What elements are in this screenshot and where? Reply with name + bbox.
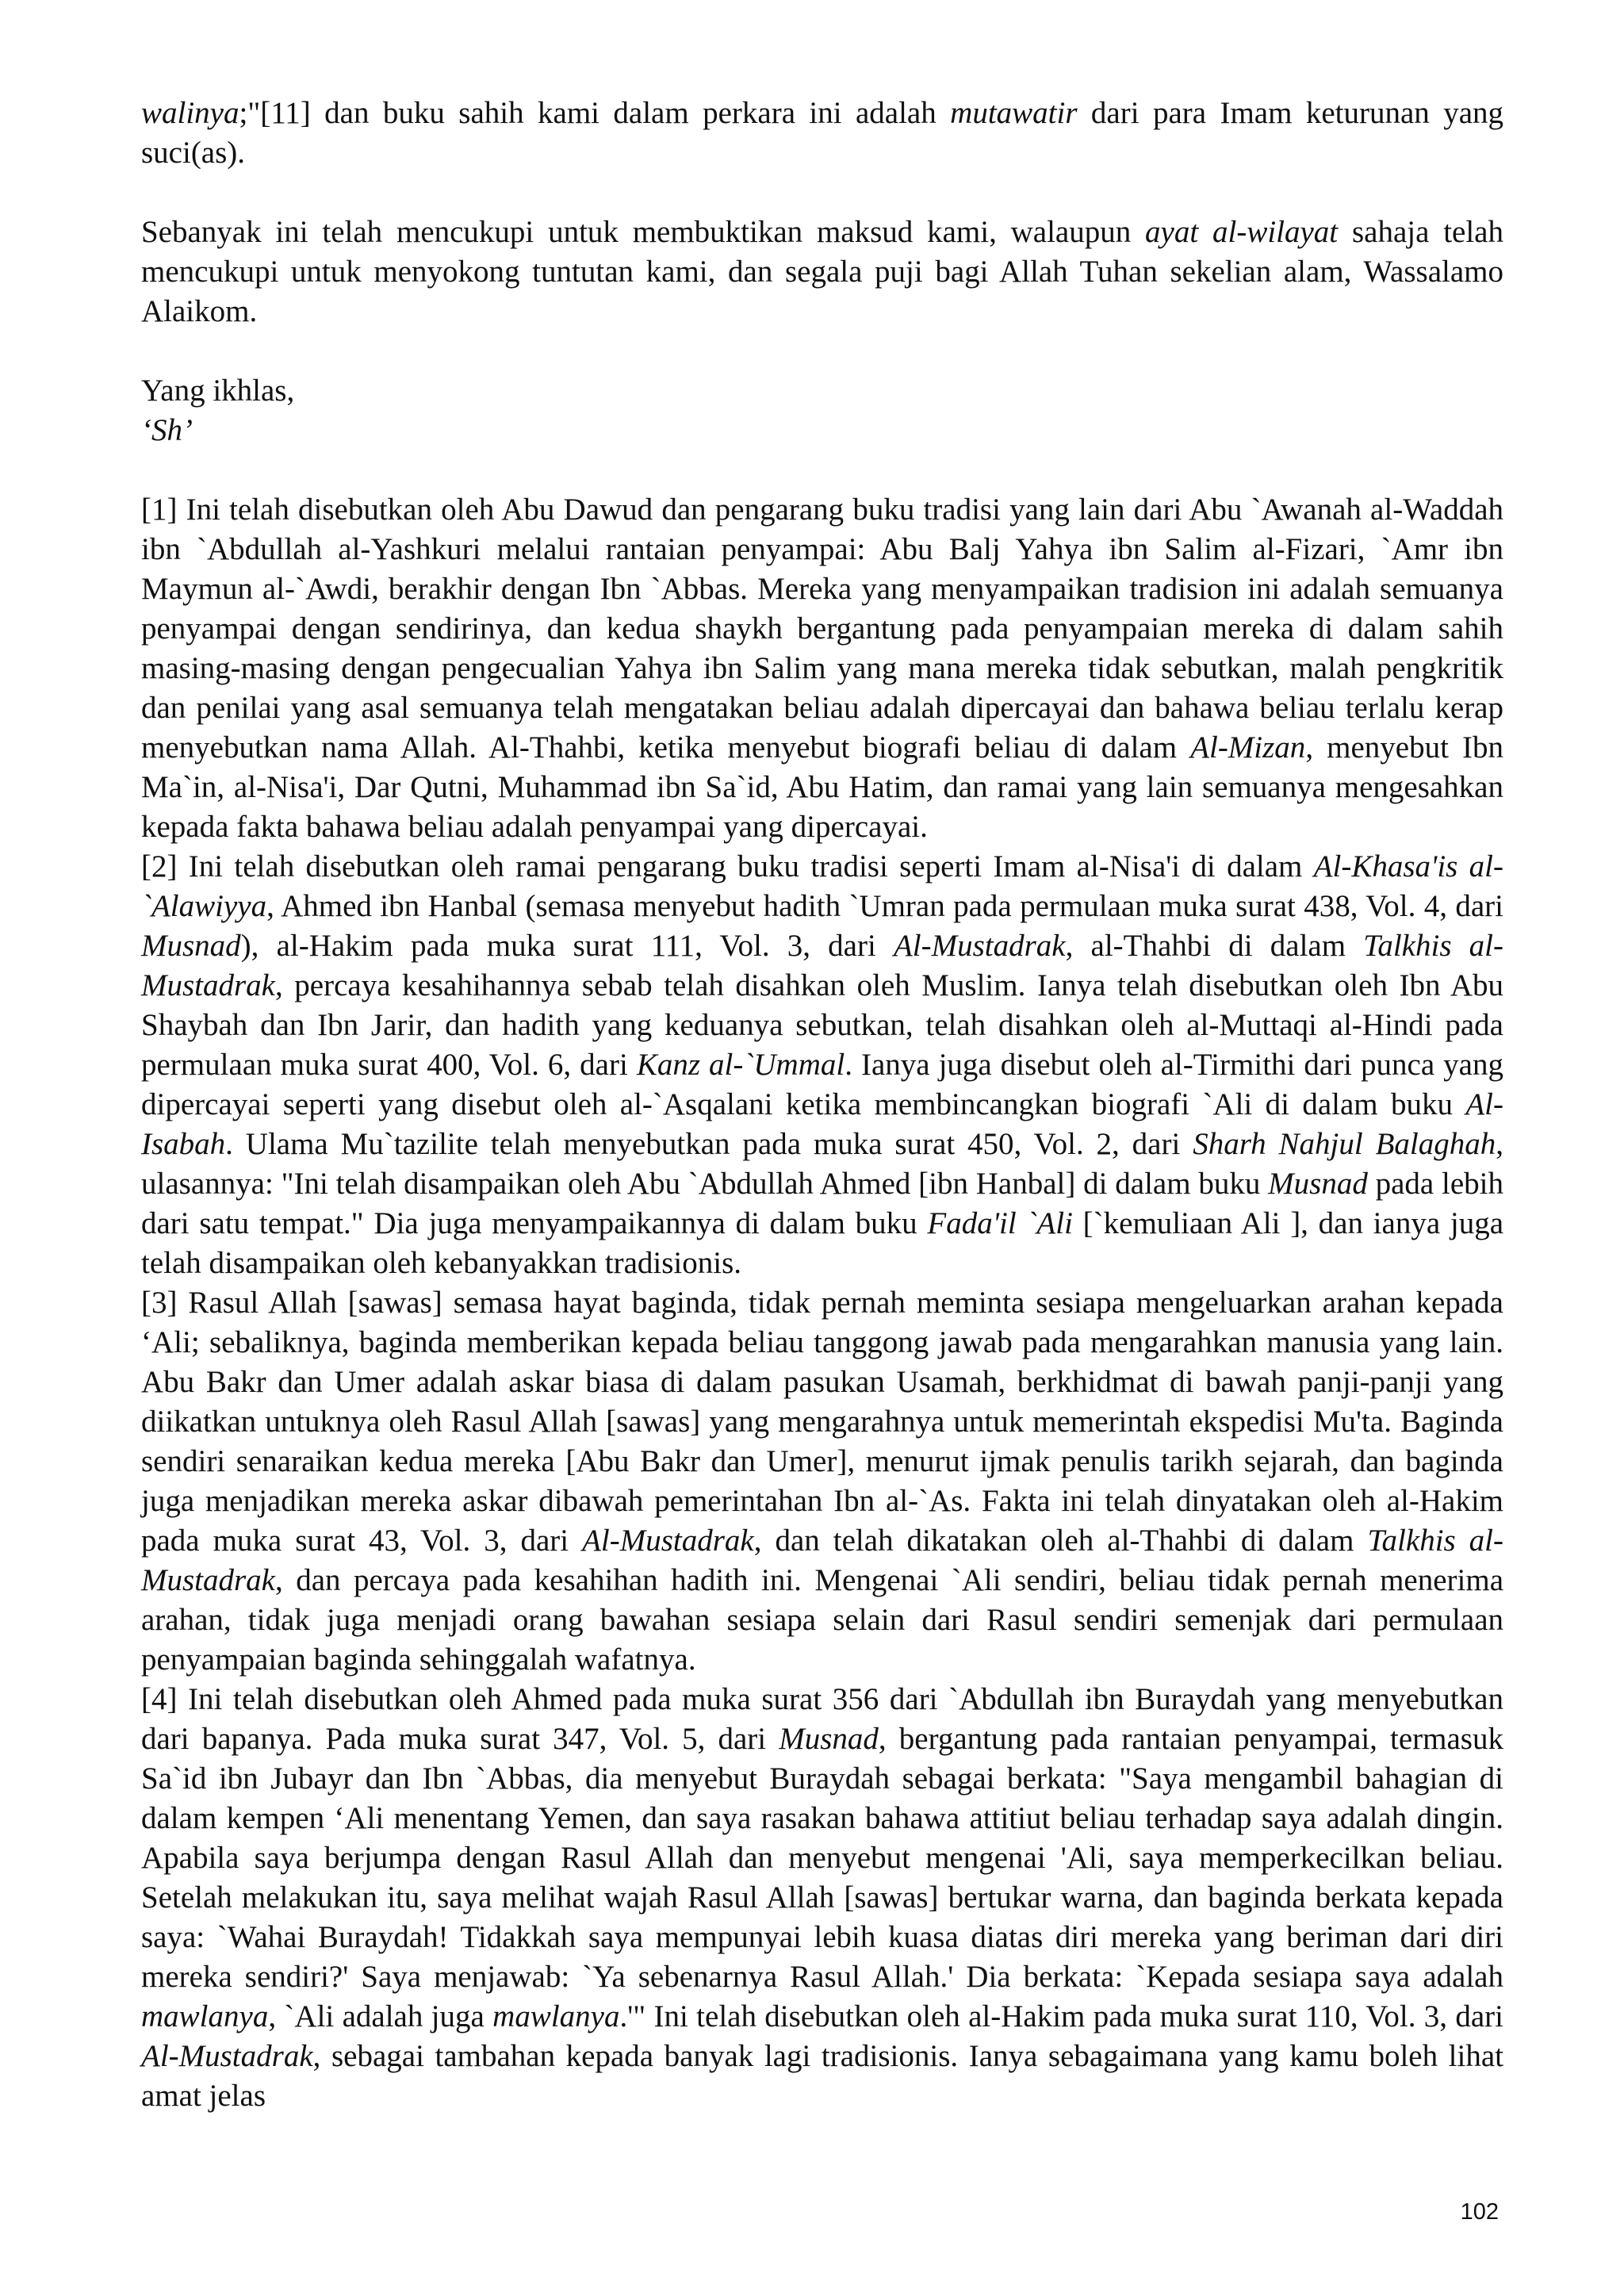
text-run: , `Ali adalah juga — [268, 1999, 493, 2033]
footnotes-section — [141, 490, 1503, 2116]
italic-title-text: mutawatir — [950, 96, 1078, 130]
italic-title-text: Sharh Nahjul Balaghah — [1193, 1127, 1496, 1161]
footnote-4 — [141, 1680, 1503, 2116]
closing-salutation: Yang ikhlas, — [141, 374, 295, 408]
text-run: [`kemuliaan Ali ], dan ianya juga telah disampaikan oleh kebanyakkan tradisionis. — [141, 1206, 1504, 1280]
paragraph-conclusion — [141, 213, 1503, 332]
text-run: , al-Thahbi di dalam — [1065, 929, 1364, 963]
closing-block — [141, 371, 1503, 450]
italic-title-text: Kanz al-`Ummal — [636, 1048, 845, 1082]
text-run: , sebagai tambahan kepada banyak lagi tradisionis. Ianya sebagaimana yang kamu boleh lihat amat jelas — [141, 2039, 1503, 2113]
text-run: pada lebih dari satu tempat." Dia juga menyampaikannya di dalam buku — [141, 1167, 1504, 1240]
document-page — [141, 94, 1503, 2116]
footnote-1 — [141, 490, 1503, 847]
footnote-2 — [141, 847, 1503, 1283]
italic-title-text: Musnad — [1268, 1167, 1368, 1201]
text-run: [2] Ini telah disebutkan oleh ramai pengarang buku tradisi seperti Imam al-Nisa'i di dalam — [141, 849, 1314, 884]
text-run: , menyebut Ibn Ma`in, al-Nisa'i, Dar Qutni, Muhammad ibn Sa`id, Abu Hatim, dan ramai yang lain semuanya mengesahkan kepada fakta bahawa beliau adalah penyampai yang dipercayai. — [141, 730, 1504, 844]
italic-title-text: Al-Mustadrak — [893, 929, 1066, 963]
italic-title-text: Al-Khasa'is al-`Alawiyya — [141, 849, 1503, 923]
footnote-3 — [141, 1283, 1503, 1680]
text-run: dari para Imam keturunan yang suci(as). — [141, 96, 1504, 170]
text-run: . Ianya juga disebut oleh al-Tirmithi dari punca yang dipercayai seperti yang disebut oleh al-`Asqalani ketika membincangkan biografi `Ali di dalam buku — [141, 1048, 1503, 1121]
italic-title-text: walinya — [141, 96, 239, 130]
text-run: [1] Ini telah disebutkan oleh Abu Dawud dan pengarang buku tradisi yang lain dari Abu `Awanah al-Waddah ibn `Abdullah al-Yashkuri melalui rantaian penyampai: Abu Balj Yahya ibn Salim al-Fizari, `Amr ibn Maymun al-`Awdi, berakhir dengan Ibn `Abbas. Mereka yang menyampaikan tradision ini adalah semuanya penyampai dengan sendirinya, dan kedua shaykh bergantung pada penyampaian mereka di dalam sahih masing-masing dengan pengecualian Yahya ibn Salim yang mana mereka tidak sebutkan, malah pengkritik dan penilai yang asal semuanya telah mengatakan beliau adalah dipercayai dan bahawa beliau terlalu kerap menyebutkan nama Allah. Al-Thahbi, ketika menyebut biografi beliau di dalam — [141, 493, 1503, 765]
italic-title-text: Al-Mustadrak — [582, 1524, 754, 1558]
text-run: .'" Ini telah disebutkan oleh al-Hakim pada muka surat 110, Vol. 3, dari — [619, 1999, 1503, 2033]
italic-title-text: Talkhis al-Mustadrak — [141, 929, 1503, 1002]
text-run: , dan telah dikatakan oleh al-Thahbi di dalam — [753, 1524, 1368, 1558]
text-run: sahaja telah mencukupi untuk menyokong tuntutan kami, dan segala puji bagi Allah Tuhan sekelian alam, Wassalamo Alaikom. — [141, 215, 1503, 328]
italic-title-text: Talkhis al-Mustadrak — [141, 1524, 1504, 1597]
text-run: Sebanyak ini telah mencukupi untuk membuktikan maksud kami, walaupun — [141, 215, 1146, 249]
text-run: ), al-Hakim pada muka surat 111, Vol. 3, dari — [240, 929, 894, 963]
italic-title-text: mawlanya — [141, 1999, 269, 2033]
italic-title-text: Al-Isabah — [141, 1087, 1503, 1161]
text-run: [3] Rasul Allah [sawas] semasa hayat baginda, tidak pernah meminta sesiapa mengeluarkan arahan kepada ‘Ali; sebaliknya, baginda memberikan kepada beliau tanggong jawab pada mengarahkan manusia yang lain. Abu Bakr dan Umer adalah askar biasa di dalam pasukan Usamah, berkhidmat di bawah panji-panji yang diikatkan untuknya oleh Rasul Allah [sawas] yang mengarahnya untuk memerintah ekspedisi Mu'ta. Baginda sendiri senaraikan kedua mereka [Abu Bakr dan Umer], menurut ijmak penulis tarikh sejarah, dan baginda juga menjadikan mereka askar dibawah pemerintahan Ibn al-`As. Fakta ini telah dinyatakan oleh al-Hakim pada muka surat 43, Vol. 3, dari — [141, 1286, 1503, 1558]
text-run: , Ahmed ibn Hanbal (semasa menyebut hadith `Umran pada permulaan muka surat 438, Vol. 4, dari — [266, 889, 1503, 923]
italic-title-text: Musnad — [141, 929, 241, 963]
text-run: , percaya kesahihannya sebab telah disahkan oleh Muslim. Ianya telah disebutkan oleh Ibn Abu Shaybah dan Ibn Jarir, dan hadith yang keduanya sebutkan, telah disahkan oleh al-Muttaqi al-Hindi pada permulaan muka surat 400, Vol. 6, dari — [141, 968, 1503, 1082]
italic-title-text: Al-Mustadrak — [141, 2039, 313, 2073]
italic-title-text: Al-Mizan — [1190, 730, 1306, 765]
italic-title-text: mawlanya — [492, 1999, 620, 2033]
italic-title-text: Fada'il `Ali — [927, 1206, 1073, 1240]
page-number: 102 — [1460, 2199, 1499, 2225]
italic-title-text: ayat al-wilayat — [1145, 215, 1339, 249]
closing-signature: ‘Sh’ — [141, 413, 193, 447]
text-run: ;"[11] dan buku sahih kami dalam perkara ini adalah — [239, 96, 951, 130]
text-run: , ulasannya: "Ini telah disampaikan oleh Abu `Abdullah Ahmed [ibn Hanbal] di dalam buku — [141, 1127, 1503, 1201]
paragraph-continuation — [141, 94, 1503, 173]
text-run: , bergantung pada rantaian penyampai, termasuk Sa`id ibn Jubayr dan Ibn `Abbas, dia menyebut Buraydah sebagai berkata: "Saya mengambil bahagian di dalam kempen ‘Ali menentang Yemen, dan saya rasakan bahawa attitiut beliau terhadap saya adalah dingin. Apabila saya berjumpa dengan Rasul Allah dan menyebut mengenai 'Ali, saya memperkecilkan beliau. Setelah melakukan itu, saya melihat wajah Rasul Allah [sawas] bertukar warna, dan baginda berkata kepada saya: `Wahai Buraydah! Tidakkah saya mempunyai lebih kuasa diatas diri mereka yang beriman dari diri mereka sendiri?' Saya menjawab: `Ya sebenarnya Rasul Allah.' Dia berkata: `Kepada sesiapa saya adalah — [141, 1722, 1503, 1994]
text-run: [4] Ini telah disebutkan oleh Ahmed pada muka surat 356 dari `Abdullah ibn Buraydah yang menyebutkan dari bapanya. Pada muka surat 347, Vol. 5, dari — [141, 1682, 1503, 1756]
text-run: . Ulama Mu`tazilite telah menyebutkan pada muka surat 450, Vol. 2, dari — [225, 1127, 1193, 1161]
text-run: , dan percaya pada kesahihan hadith ini. Mengenai `Ali sendiri, beliau tidak pernah menerima arahan, tidak juga menjadi orang bawahan sesiapa selain dari Rasul sendiri semenjak dari permulaan penyampaian baginda sehinggalah wafatnya. — [141, 1563, 1503, 1677]
italic-title-text: Musnad — [779, 1722, 879, 1756]
